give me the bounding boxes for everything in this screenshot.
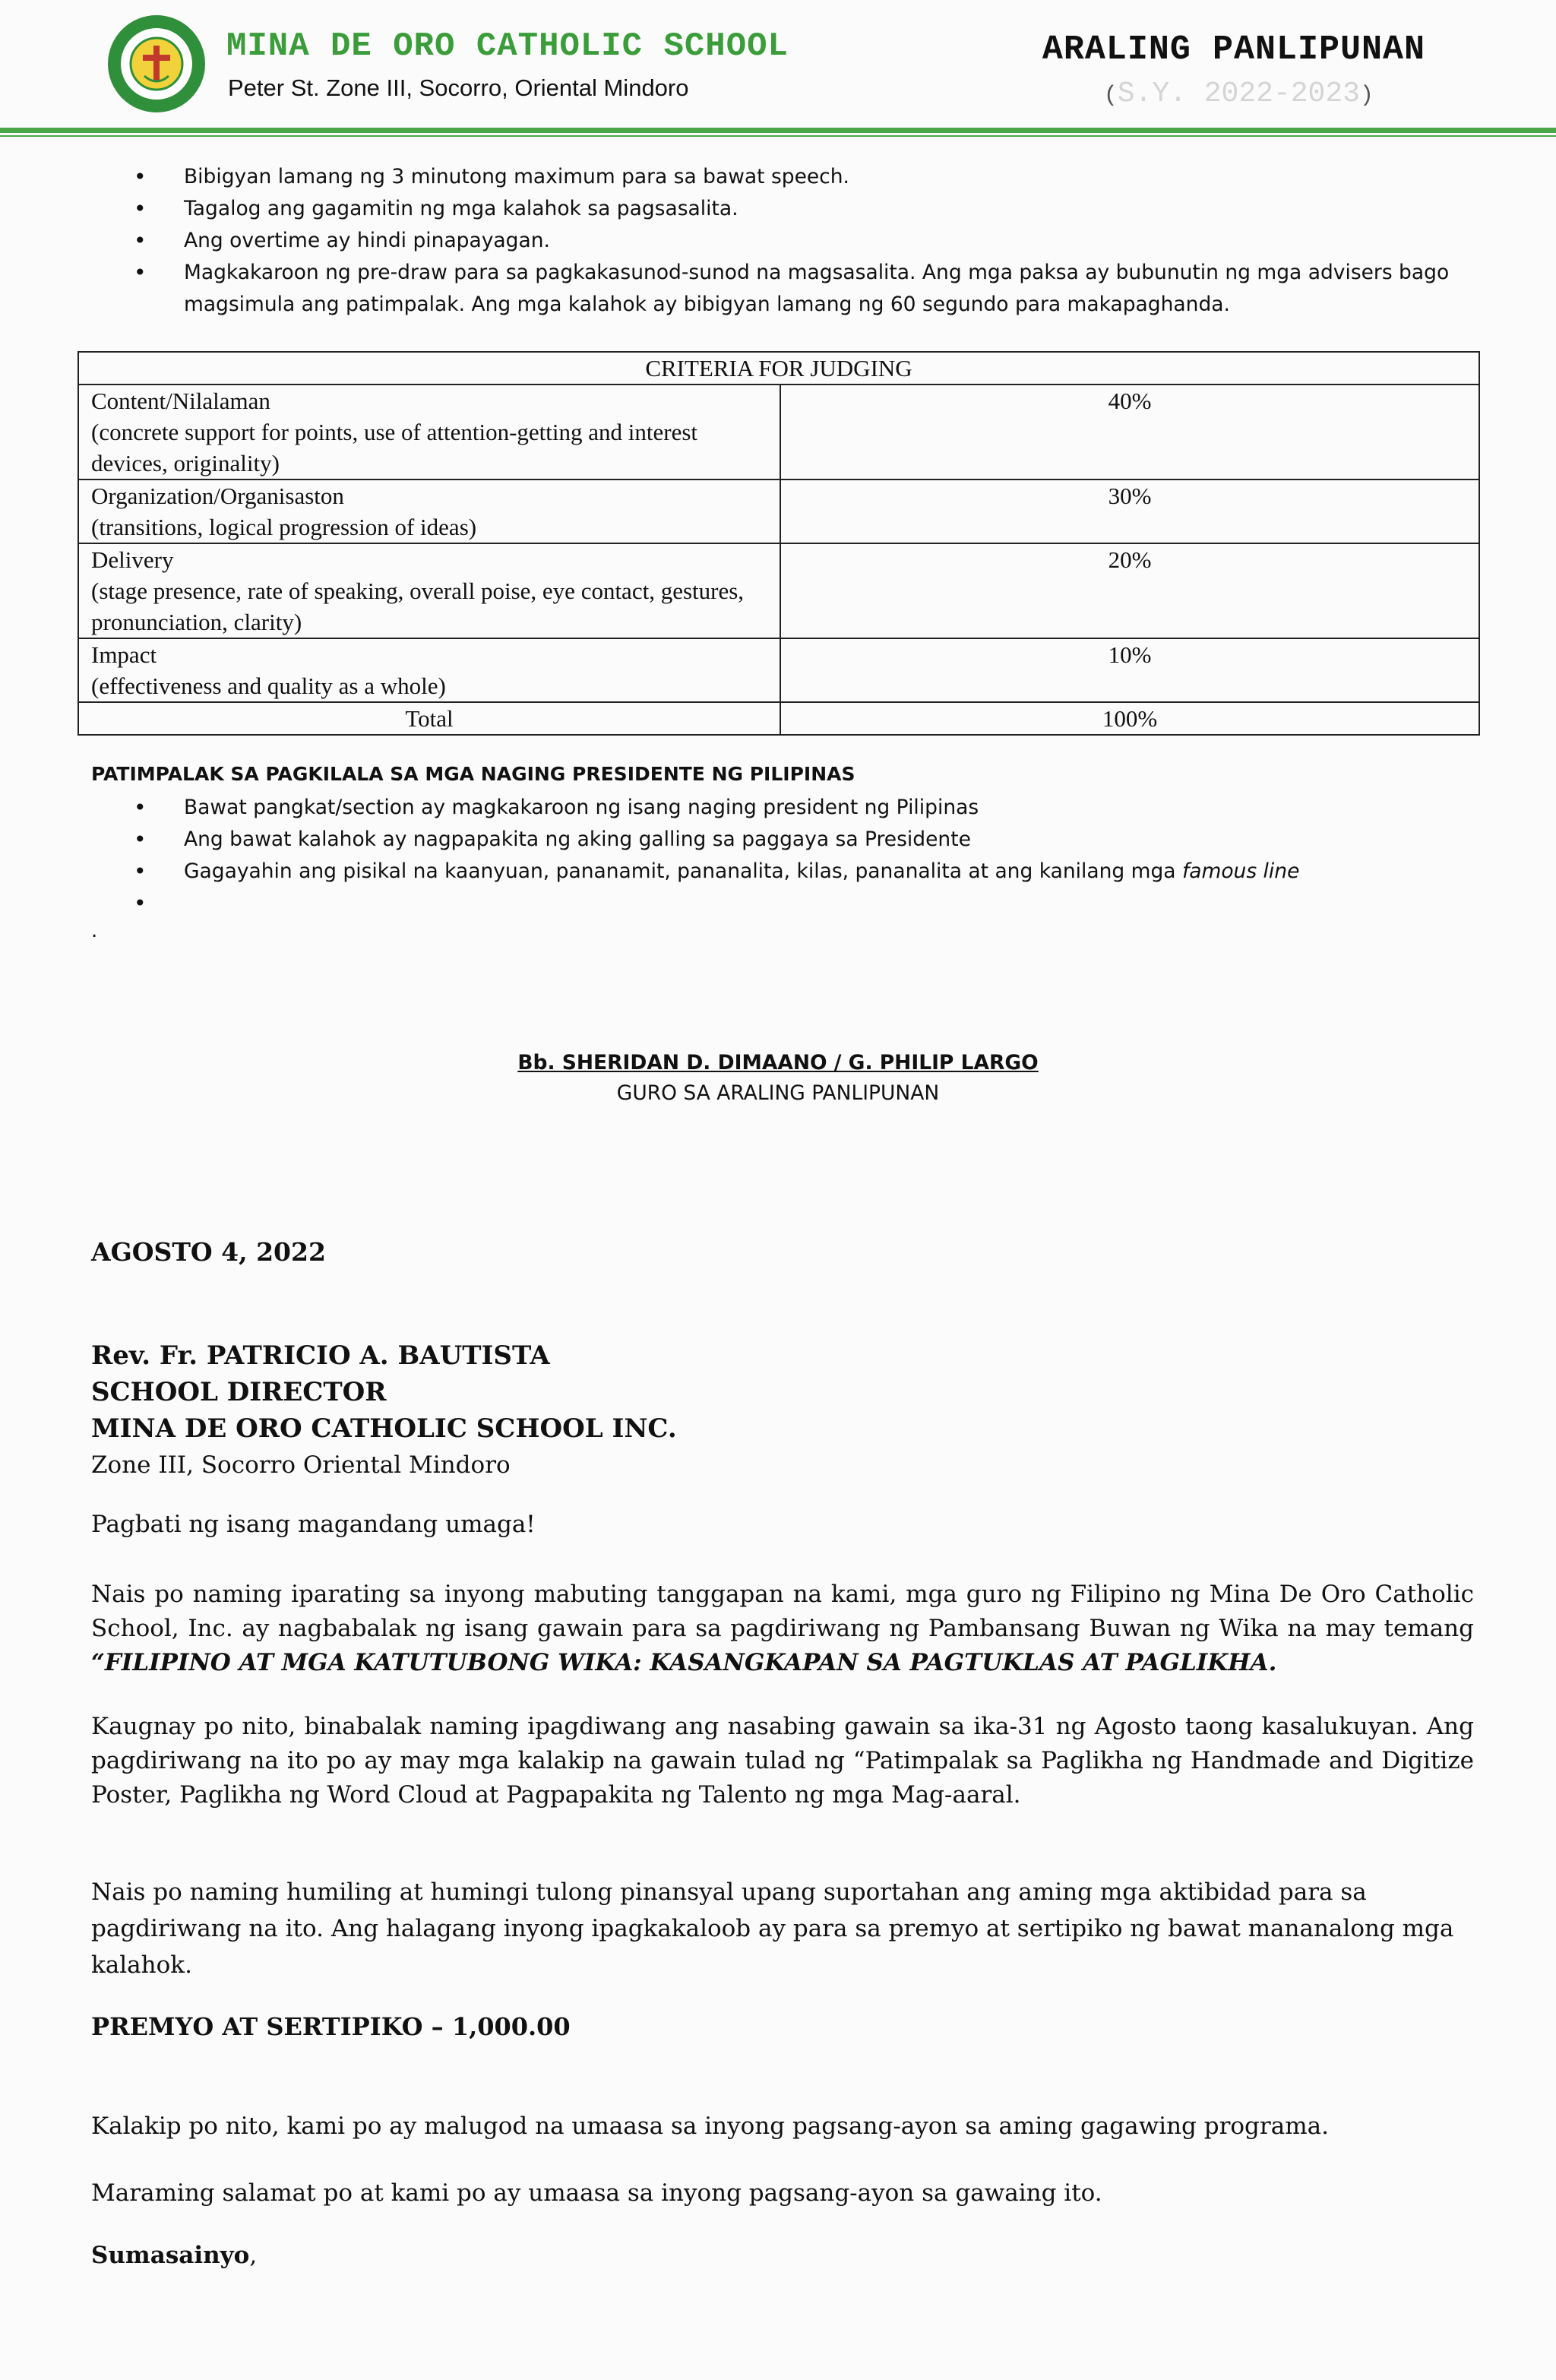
table-header-row <box>78 352 1479 385</box>
recipient-title: SCHOOL DIRECTOR <box>91 1377 387 1407</box>
criterion-weight: 40% <box>780 385 1479 479</box>
header-rule-thin <box>0 135 1556 137</box>
list-item: • Gagayahin ang pisikal na kaanyuan, pananamit, pananalita, kilas, pananalita at ang kanilang mga famous line <box>0 856 1475 888</box>
criterion-desc: (stage presence, rate of speaking, overall poise, eye contact, gestures, pronunciation, clarity) <box>91 578 745 635</box>
trailing-dot: . <box>91 919 98 942</box>
table-row <box>78 385 1479 479</box>
total-value: 100% <box>780 702 1479 735</box>
header-rule <box>0 128 1556 133</box>
speech-rules-list <box>0 161 1475 321</box>
recipient-name: Rev. Fr. PATRICIO A. BAUTISTA <box>91 1340 550 1371</box>
list-item: • Bibigyan lamang ng 3 minutong maximum para sa bawat speech. <box>0 161 1475 193</box>
criterion-desc: (concrete support for points, use of attention-getting and interest devices, originality) <box>91 419 698 476</box>
section-title: PATIMPALAK SA PAGKILALA SA MGA NAGING PRESIDENTE NG PILIPINAS <box>91 763 855 785</box>
table-row <box>78 638 1479 702</box>
criterion-weight: 30% <box>780 479 1479 543</box>
recipient-block <box>91 1337 1474 1483</box>
closing: Sumasainyo, <box>91 2242 258 2269</box>
signatory-names: Bb. SHERIDAN D. DIMAANO / G. PHILIP LARGO <box>517 1051 1039 1074</box>
list-item: • Magkakaroon ng pre-draw para sa pagkakasunod-sunod na magsasalita. Ang mga paksa ay bubunutin ng mga advisers bago magsimula ang patimpalak. Ang mga kalahok ay bibigyan lamang ng 60 segundo para makapaghanda. <box>0 257 1475 321</box>
recipient-org: MINA DE ORO CATHOLIC SCHOOL INC. <box>91 1413 677 1444</box>
paragraph: Nais po naming humiling at humingi tulong pinansyal upang suportahan ang aming mga aktibidad para sa pagdiriwang na ito. Ang halagang inyong ipagkakaloob ay para sa premyo at sertipiko ng bawat mananalong mga kalahok. <box>91 1878 1454 1979</box>
letter-date: AGOSTO 4, 2022 <box>91 1237 326 1267</box>
criteria-title: CRITERIA FOR JUDGING <box>78 352 1479 385</box>
table-row <box>78 479 1479 543</box>
criterion-name: Organization/Organisaston <box>91 483 344 509</box>
criterion-name: Impact <box>91 641 157 668</box>
paragraph: Maraming salamat po at kami po ay umaasa sa inyong pagsang-ayon sa gawaing ito. <box>91 2179 1102 2207</box>
criterion-name: Content/Nilalaman <box>91 388 270 414</box>
school-address: Peter St. Zone III, Socorro, Oriental Mindoro <box>228 74 689 101</box>
criterion-weight: 20% <box>780 543 1479 638</box>
greeting: Pagbati ng isang magandang umaga! <box>91 1511 536 1538</box>
theme-text: “FILIPINO AT MGA KATUTUBONG WIKA: KASANGKAPAN SA PAGTUKLAS AT PAGLIKHA. <box>91 1649 1277 1676</box>
list-item: • Ang overtime ay hindi pinapayagan. <box>0 225 1475 257</box>
criteria-table <box>77 351 1480 736</box>
patimpalak-list <box>0 792 1475 888</box>
school-year: (S.Y. 2022-2023) <box>1103 78 1374 110</box>
subject-title: ARALING PANLIPUNAN <box>1042 30 1425 69</box>
prize-line: PREMYO AT SERTIPIKO – 1,000.00 <box>91 2012 571 2041</box>
criterion-desc: (transitions, logical progression of ideas) <box>91 514 477 540</box>
recipient-address: Zone III, Socorro Oriental Mindoro <box>91 1451 511 1479</box>
list-item: • Ang bawat kalahok ay nagpapakita ng aking galling sa paggaya sa Presidente <box>0 824 1475 856</box>
criterion-desc: (effectiveness and quality as a whole) <box>91 673 446 699</box>
school-logo <box>105 12 208 116</box>
paragraph: Kaugnay po nito, binabalak naming ipagdiwang ang nasabing gawain sa ika-31 ng Agosto taong kasalukuyan. Ang pagdiriwang na ito po ay may mga kalakip na gawain tulad ng “Patimpalak sa Paglikha ng Handmade and Digitize Poster, Paglikha ng Word Cloud at Pagpapakita ng Talento ng mga Mag-aaral. <box>91 1713 1474 1809</box>
signatory-position: GURO SA ARALING PANLIPUNAN <box>616 1081 940 1105</box>
list-item: • Bawat pangkat/section ay magkakaroon ng isang naging president ng Pilipinas <box>0 792 1475 824</box>
list-item: • Tagalog ang gagamitin ng mga kalahok sa pagsasalita. <box>0 193 1475 225</box>
table-total-row <box>78 702 1479 735</box>
criterion-name: Delivery <box>91 546 174 573</box>
paragraph: Nais po naming iparating sa inyong mabuting tanggapan na kami, mga guro ng Filipino ng Mina De Oro Catholic School, Inc. ay nagbabalak ng isang gawain para sa pagdiriwang ng Pambansang Buwan ng Wika na may temang “FILIPINO AT MGA KATUTUBONG WIKA: KASANGKAPAN SA PAGTUKLAS AT PAGLIKHA. <box>91 1581 1474 1676</box>
criterion-weight: 10% <box>780 638 1479 702</box>
total-label: Total <box>78 702 780 735</box>
paragraph: Kalakip po nito, kami po ay malugod na umaasa sa inyong pagsang-ayon sa aming gagawing programa. <box>91 2113 1329 2140</box>
school-name: MINA DE ORO CATHOLIC SCHOOL <box>226 27 789 65</box>
table-row <box>78 543 1479 638</box>
